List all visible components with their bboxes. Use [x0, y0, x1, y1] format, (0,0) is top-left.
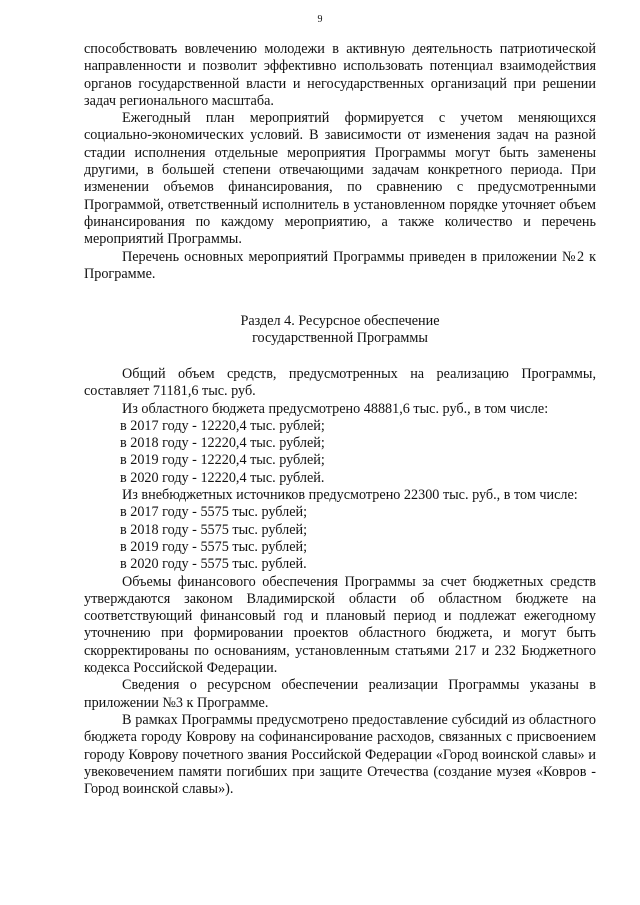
- paragraph-regional-budget: Из областного бюджета предусмотрено 48881,6 тыс. руб., в том числе:: [122, 400, 549, 417]
- regional-year-line: в 2020 году - 12220,4 тыс. рублей.: [120, 469, 325, 486]
- extra-year-line: в 2019 году - 5575 тыс. рублей;: [120, 538, 308, 555]
- paragraph-resource-info: Сведения о ресурсном обеспечении реализации Программы указаны в приложении №3 к Программе.: [84, 677, 596, 711]
- extra-year-line: в 2017 году - 5575 тыс. рублей;: [120, 504, 308, 521]
- paragraph-continuation: способствовать вовлечению молодежи в активную деятельность патриотической направленности и позволит эффективно использовать потенциал взаимодействия органов государственной власти и негосударственных организаций при решении задач регионального масштаба.: [84, 41, 596, 109]
- paragraph-extrabudgetary: Из внебюджетных источников предусмотрено 22300 тыс. руб., в том числе:: [122, 487, 578, 504]
- regional-year-line: в 2017 году - 12220,4 тыс. рублей;: [120, 417, 325, 434]
- section-heading: [84, 313, 596, 348]
- paragraph-subsidies: В рамках Программы предусмотрено предоставление субсидий из областного бюджета городу Коврову на софинансирование расходов, связанных с присвоением городу Коврову почетного звания Российской Федерации «Город воинской славы» и увековечением памяти погибших при защите Отечества (создание музея «Ковров - Город воинской славы»).: [84, 711, 596, 798]
- section-heading-line-2: государственной Программы: [252, 330, 428, 347]
- section-heading-line-1: Раздел 4. Ресурсное обеспечение: [240, 313, 440, 329]
- paragraph-activities-list: Перечень основных мероприятий Программы приведен в приложении №2 к Программе.: [84, 248, 596, 282]
- paragraph-total-funding: Общий объем средств, предусмотренных на реализацию Программы, составляет 71181,6 тыс. руб.: [84, 366, 596, 400]
- regional-year-line: в 2018 году - 12220,4 тыс. рублей;: [120, 435, 325, 452]
- extra-year-line: в 2020 году - 5575 тыс. рублей.: [120, 556, 307, 573]
- extra-year-line: в 2018 году - 5575 тыс. рублей;: [120, 521, 308, 538]
- regional-year-line: в 2019 году - 12220,4 тыс. рублей;: [120, 452, 325, 469]
- funding-text-block: [84, 366, 596, 798]
- page-number: 9: [317, 14, 323, 25]
- paragraph-budget-approval: Объемы финансового обеспечения Программы за счет бюджетных средств утверждаются законом Владимирской области об областном бюджете на соответствующий финансовый год и плановый период и подлежат ежегодному уточнению при формировании проектов областного бюджета, и могут быть скорректированы по основаниям, установленным статьями 217 и 232 Бюджетного кодекса Российской Федерации.: [84, 573, 596, 677]
- top-text-block: [84, 41, 596, 283]
- paragraph-annual-plan: Ежегодный план мероприятий формируется с учетом меняющихся социально-экономических условий. В зависимости от изменения задач на разной стадии исполнения отдельные мероприятия Программы могут быть заменены другими, в большей степени отвечающими задачам конкретного периода. При изменении объемов финансирования, по сравнению с предусмотренными Программой, ответственный исполнитель в установленном порядке уточняет объем финансирования по каждому мероприятию, а также количество и перечень мероприятий Программы.: [84, 110, 596, 248]
